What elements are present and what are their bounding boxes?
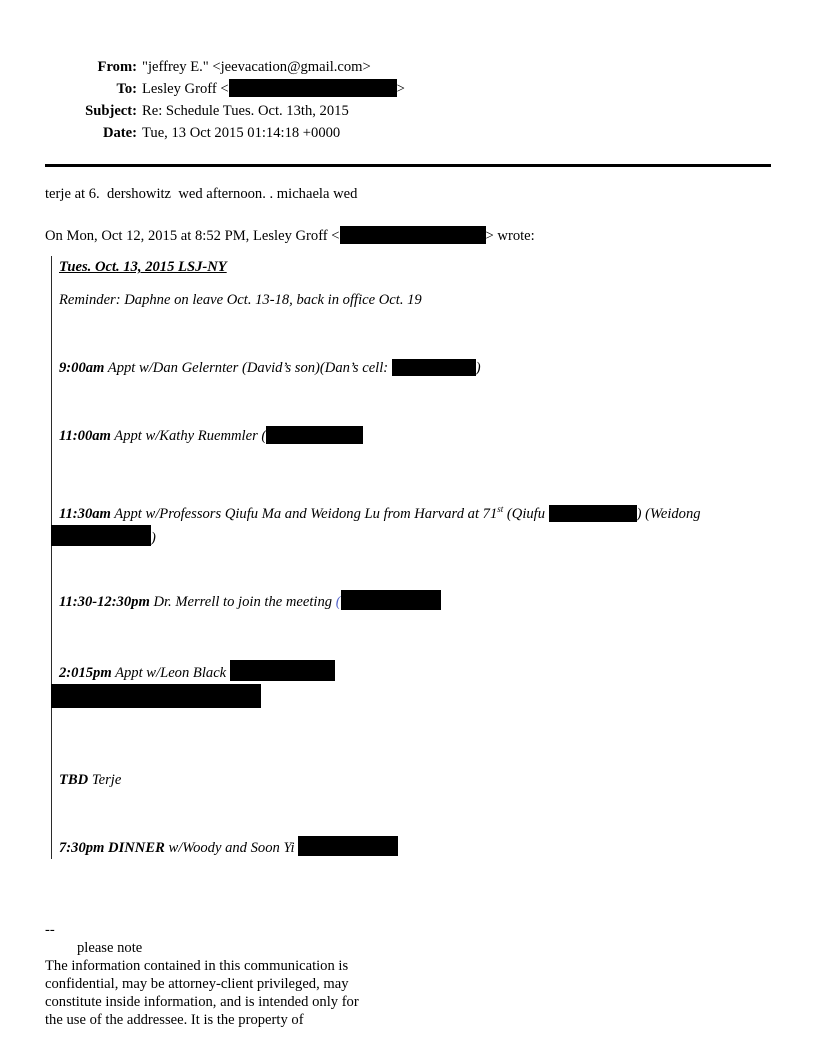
redaction-bar [549, 505, 637, 522]
entry-time: 2:015pm [59, 664, 112, 681]
disclaimer-line: the use of the addressee. It is the property of [45, 1011, 304, 1028]
quote-intro-prefix: On Mon, Oct 12, 2015 at 8:52 PM, Lesley Groff < [45, 228, 340, 244]
header-row-date [45, 122, 771, 144]
redaction-bar [229, 79, 397, 97]
redaction-bar [392, 359, 476, 376]
please-note: please note [77, 939, 143, 956]
entry-text: ) [475, 360, 481, 376]
schedule-entry [59, 660, 771, 711]
entry-time: 9:00am [59, 360, 105, 376]
entry-time: 11:00am [59, 428, 111, 444]
entry-time: 11:30-12:30pm [59, 593, 150, 610]
entry-text: ) [151, 529, 156, 546]
header-divider [45, 164, 771, 167]
signature-separator: -- [45, 921, 55, 938]
schedule-reminder: Reminder: Daphne on leave Oct. 13-18, back in office Oct. 19 [59, 292, 422, 308]
entry-time: 7:30pm DINNER [59, 839, 165, 856]
to-value [142, 78, 405, 100]
header-row-from [45, 56, 771, 78]
redaction-bar [340, 226, 486, 244]
header-row-subject [45, 100, 771, 122]
entry-text: (Qiufu [503, 505, 549, 522]
schedule-entry [59, 498, 771, 549]
email-header [45, 56, 771, 144]
entry-text: Terje [88, 771, 122, 788]
schedule-entries [59, 357, 771, 859]
entry-text: Appt w/Professors Qiufu Ma and Weidong Lu from Harvard at 71 [110, 505, 498, 522]
redaction-bar [298, 836, 398, 856]
quote-intro-suffix: > wrote: [485, 228, 535, 244]
date-value: Tue, 13 Oct 2015 01:14:18 +0000 [142, 125, 341, 141]
schedule-entry [59, 836, 771, 859]
entry-text: Appt w/Kathy Ruemmler ( [110, 428, 267, 444]
entry-time: TBD [59, 771, 89, 788]
entry-text: w/Woody and Soon Yi [164, 839, 299, 856]
schedule-title: Tues. Oct. 13, 2015 LSJ-NY [59, 259, 227, 275]
entry-time: 11:30am [59, 505, 111, 522]
subject-value: Re: Schedule Tues. Oct. 13th, 2015 [142, 103, 349, 119]
to-value-suffix: > [396, 81, 405, 97]
redaction-bar [341, 590, 441, 610]
body-text: terje at 6. dershowitz wed afternoon. . michaela wed [45, 186, 358, 202]
entry-text: Dr. Merrell to join the meeting [149, 593, 336, 610]
schedule-entry [59, 357, 771, 379]
from-label: From: [97, 59, 137, 75]
disclaimer [45, 957, 771, 1029]
to-value-prefix: Lesley Groff < [142, 81, 229, 97]
redaction-bar [51, 525, 151, 546]
quote-intro [45, 226, 771, 245]
header-row-to [45, 78, 771, 100]
schedule-entry [59, 590, 771, 613]
disclaimer-line: constitute inside information, and is intended only for [45, 993, 359, 1010]
subject-label: Subject: [85, 103, 137, 119]
signature-footer [45, 921, 771, 1029]
redaction-bar [266, 426, 363, 444]
link-paren: ( [335, 593, 341, 610]
schedule-entry [59, 425, 771, 447]
ordinal-superscript: st [497, 504, 504, 514]
redaction-bar [230, 660, 335, 681]
schedule-entry [59, 769, 771, 791]
entry-text: ) (Weidong [636, 505, 701, 522]
disclaimer-line: The information contained in this communication is [45, 957, 349, 974]
redaction-bar [51, 684, 261, 708]
date-label: Date: [102, 125, 137, 141]
to-label: To: [116, 81, 137, 97]
disclaimer-line: confidential, may be attorney-client privileged, may [45, 975, 349, 992]
from-value: "jeffrey E." <jeevacation@gmail.com> [142, 59, 371, 75]
quoted-schedule [51, 256, 771, 859]
entry-text: Appt w/Leon Black [111, 664, 230, 681]
entry-text: Appt w/Dan Gelernter (David’s son)(Dan’s cell: [104, 360, 392, 376]
